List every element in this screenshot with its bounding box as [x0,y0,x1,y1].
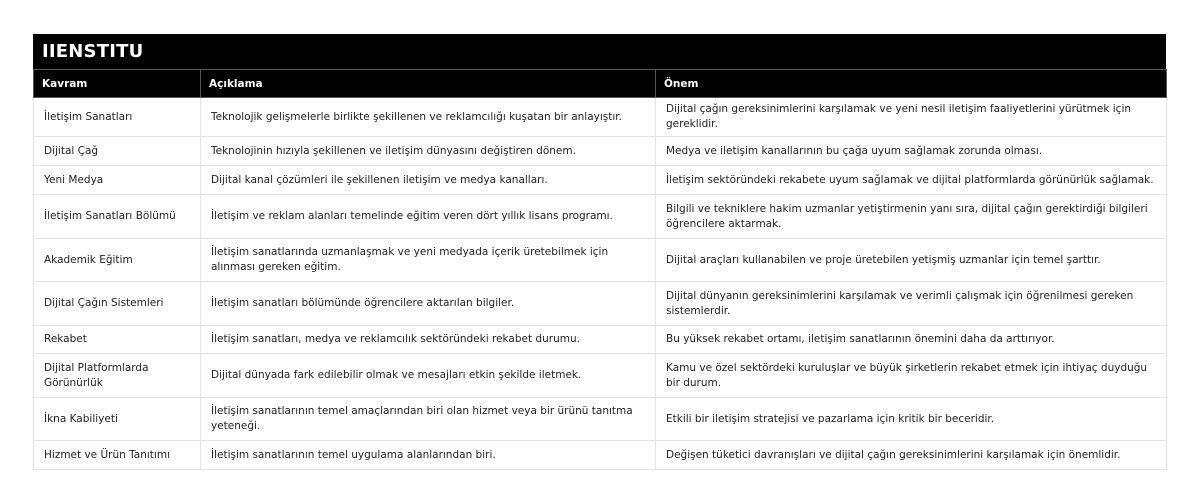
column-header-aciklama: Açıklama [201,70,656,98]
cell-onem: Dijital araçları kullanabilen ve proje üretebilen yetişmiş uzmanlar için temel şarttır. [656,239,1167,282]
cell-kavram: Dijital Çağ [34,137,201,166]
table-row [34,166,1167,195]
table-row [34,398,1167,441]
concept-table [33,69,1167,470]
cell-onem: Bilgili ve tekniklere hakim uzmanlar yetiştirmenin yanı sıra, dijital çağın gerektirdiği bilgileri öğrencilere aktarmak. [656,195,1167,239]
cell-kavram: Rekabet [34,326,201,354]
cell-kavram: İkna Kabiliyeti [34,398,201,441]
cell-onem: Medya ve iletişim kanallarının bu çağa uyum sağlamak zorunda olması. [656,137,1167,166]
brand-logo: IIENSTITU [33,34,1166,69]
cell-aciklama: İletişim sanatları bölümünde öğrencilere aktarılan bilgiler. [201,282,656,326]
table-row [34,354,1167,398]
cell-kavram: Yeni Medya [34,166,201,195]
cell-onem: Kamu ve özel sektördeki kuruluşlar ve büyük şirketlerin rekabet etmek için ihtiyaç duyduğu bir durum. [656,354,1167,398]
table-row [34,239,1167,282]
cell-aciklama: İletişim sanatları, medya ve reklamcılık sektöründeki rekabet durumu. [201,326,656,354]
cell-kavram: Akademik Eğitim [34,239,201,282]
cell-onem: Dijital çağın gereksinimlerini karşılamak ve yeni nesil iletişim faaliyetlerini yürütmek için gereklidir. [656,98,1167,137]
cell-kavram: İletişim Sanatları Bölümü [34,195,201,239]
cell-aciklama: İletişim sanatlarında uzmanlaşmak ve yeni medyada içerik üretebilmek için alınması gereken eğitim. [201,239,656,282]
table-row [34,195,1167,239]
header-row [34,70,1167,98]
table-row [34,441,1167,470]
table-row [34,282,1167,326]
cell-aciklama: Dijital kanal çözümleri ile şekillenen iletişim ve medya kanalları. [201,166,656,195]
table-card [33,34,1166,470]
table-row [34,98,1167,137]
cell-kavram: Dijital Çağın Sistemleri [34,282,201,326]
cell-kavram: Dijital Platformlarda Görünürlük [34,354,201,398]
cell-onem: İletişim sektöründeki rekabete uyum sağlamak ve dijital platformlarda görünürlük sağlamak. [656,166,1167,195]
table-row [34,137,1167,166]
cell-aciklama: Dijital dünyada fark edilebilir olmak ve mesajları etkin şekilde iletmek. [201,354,656,398]
cell-kavram: İletişim Sanatları [34,98,201,137]
column-header-kavram: Kavram [34,70,201,98]
cell-onem: Bu yüksek rekabet ortamı, iletişim sanatlarının önemini daha da arttırıyor. [656,326,1167,354]
cell-aciklama: İletişim sanatlarının temel amaçlarından biri olan hizmet veya bir ürünü tanıtma yeteneği. [201,398,656,441]
column-header-onem: Önem [656,70,1167,98]
cell-aciklama: Teknolojik gelişmelerle birlikte şekillenen ve reklamcılığı kuşatan bir anlayıştır. [201,98,656,137]
cell-kavram: Hizmet ve Ürün Tanıtımı [34,441,201,470]
cell-aciklama: İletişim ve reklam alanları temelinde eğitim veren dört yıllık lisans programı. [201,195,656,239]
cell-onem: Dijital dünyanın gereksinimlerini karşılamak ve verimli çalışmak için öğrenilmesi gereken sistemlerdir. [656,282,1167,326]
cell-onem: Değişen tüketici davranışları ve dijital çağın gereksinimlerini karşılamak için önemlidir. [656,441,1167,470]
cell-aciklama: Teknolojinin hızıyla şekillenen ve iletişim dünyasını değiştiren dönem. [201,137,656,166]
cell-onem: Etkili bir iletişim stratejisi ve pazarlama için kritik bir beceridir. [656,398,1167,441]
cell-aciklama: İletişim sanatlarının temel uygulama alanlarından biri. [201,441,656,470]
table-row [34,326,1167,354]
